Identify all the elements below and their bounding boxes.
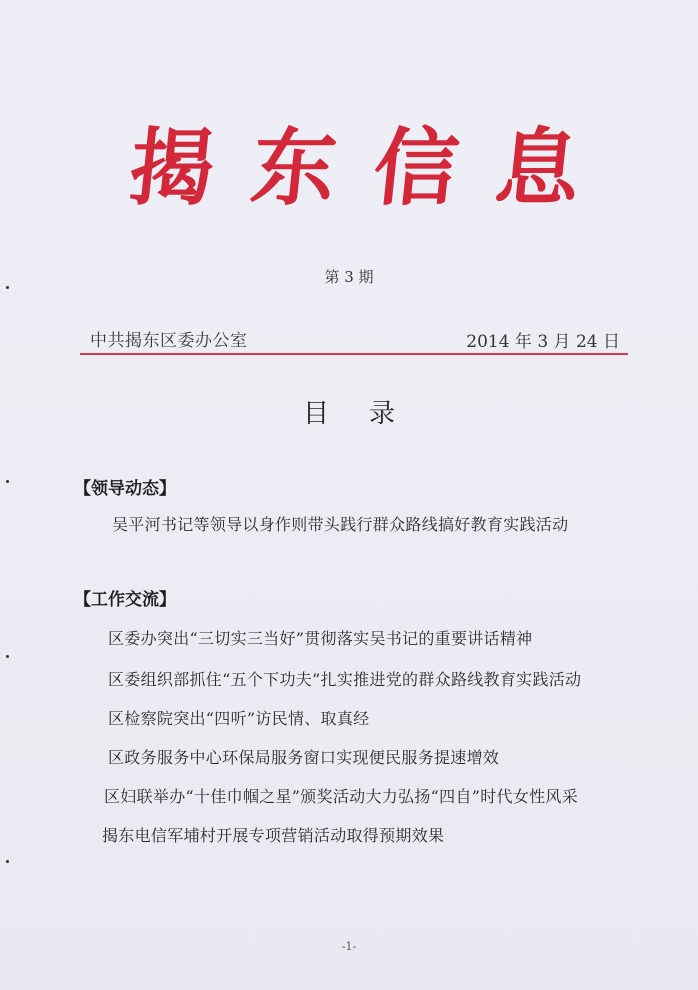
masthead-char: 东 (246, 118, 342, 217)
masthead-char: 信 (368, 118, 464, 217)
masthead-char: 揭 (124, 118, 220, 217)
masthead-title (124, 118, 586, 218)
toc-item: 区妇联举办“十佳巾帼之星”颁奖活动大力弘扬“四自”时代女性风采 (104, 787, 579, 806)
toc-item: 区委办突出“三切实三当好”贯彻落实吴书记的重要讲话精神 (108, 629, 533, 648)
toc-item: 吴平河书记等领导以身作则带头践行群众路线搞好教育实践活动 (112, 515, 569, 534)
page-number: -1- (341, 940, 357, 953)
toc-title: 目录 (302, 399, 435, 429)
issue-number: 第 3 期 (324, 268, 374, 286)
scan-mark (6, 655, 9, 658)
scan-mark (6, 480, 9, 483)
toc-item: 区政务服务中心环保局服务窗口实现便民服务提速增效 (108, 748, 500, 767)
toc-item: 区委组织部抓住“五个下功夫”扎实推进党的群众路线教育实践活动 (108, 670, 582, 689)
masthead-char: 息 (490, 118, 586, 217)
red-divider (80, 353, 628, 355)
scan-mark (6, 860, 9, 863)
section-heading-leadership: 【领导动态】 (74, 479, 176, 499)
issuer-name: 中共揭东区委办公室 (90, 331, 248, 351)
toc-item: 揭东电信军埔村开展专项营销活动取得预期效果 (102, 826, 445, 845)
issue-date: 2014 年 3 月 24 日 (466, 332, 620, 352)
toc-item: 区检察院突出“四听”访民情、取真经 (108, 709, 370, 728)
scan-mark (6, 286, 9, 289)
section-heading-work-exchange: 【工作交流】 (74, 590, 176, 610)
